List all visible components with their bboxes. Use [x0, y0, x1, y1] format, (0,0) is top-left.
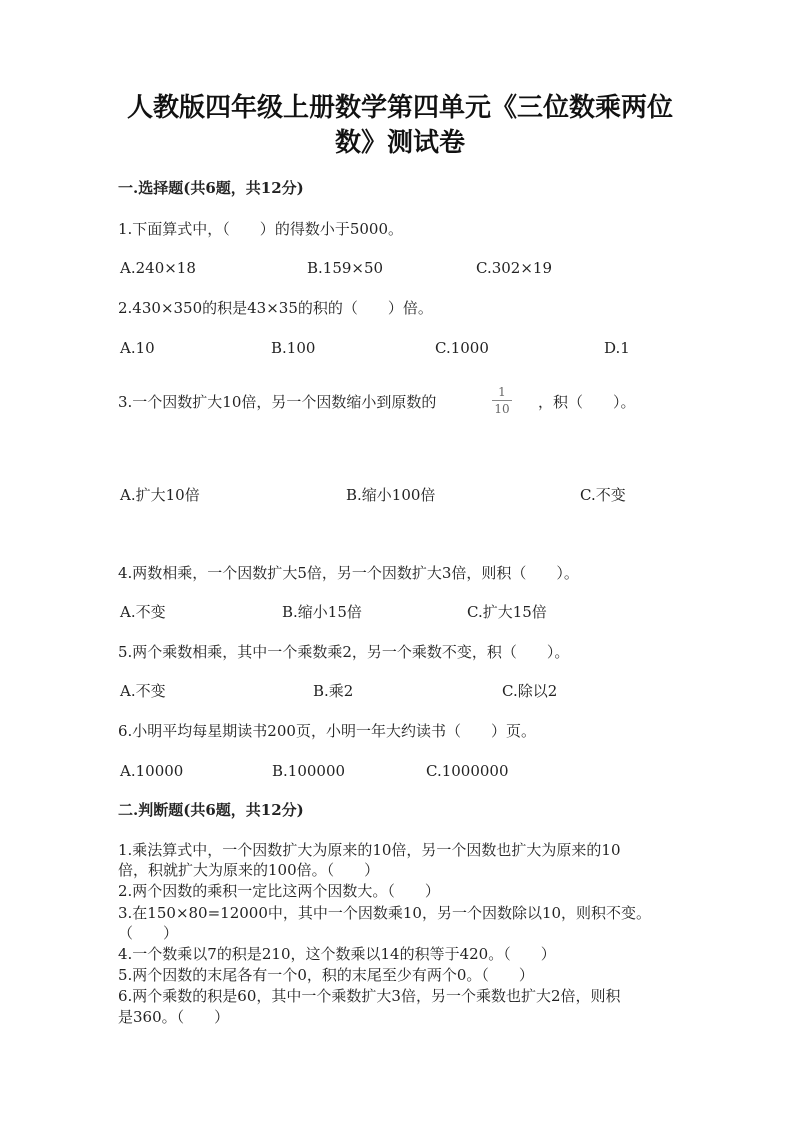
option-2b: B.100 [271, 339, 316, 357]
question-2: 2.430×350的积是43×35的积的（ ）倍。 [118, 299, 433, 317]
judge-line: 倍，积就扩大为原来的100倍。（ ） [118, 861, 380, 879]
question-4: 4.两数相乘，一个因数扩大5倍，另一个因数扩大3倍，则积（ ）。 [118, 564, 579, 582]
option-6b: B.100000 [272, 762, 346, 780]
doc-title-line2: 数》测试卷 [334, 128, 465, 158]
judge-line: 1.乘法算式中，一个因数扩大为原来的10倍，另一个因数也扩大为原来的10 [118, 841, 621, 859]
option-2a: A.10 [120, 339, 155, 357]
option-3b: B.缩小100倍 [346, 486, 436, 504]
judge-line: 3.在150×80=12000中，其中一个因数乘10，另一个因数除以10，则积不变。 [118, 904, 652, 922]
option-2c: C.1000 [435, 339, 489, 357]
option-5b: B.乘2 [313, 682, 354, 700]
question-6: 6.小明平均每星期读书200页，小明一年大约读书（ ）页。 [118, 722, 536, 740]
fraction-one-tenth [492, 385, 512, 416]
judge-line: 6.两个乘数的积是60，其中一个乘数扩大3倍，另一个乘数也扩大2倍，则积 [118, 987, 621, 1005]
option-3c: C.不变 [580, 486, 626, 504]
fraction-bar [492, 400, 512, 401]
option-4c: C.扩大15倍 [467, 603, 547, 621]
option-6c: C.1000000 [426, 762, 509, 780]
fraction-numerator: 1 [498, 385, 506, 399]
option-1a: A.240×18 [120, 259, 196, 277]
question-5: 5.两个乘数相乘，其中一个乘数乘2，另一个乘数不变，积（ ）。 [118, 643, 570, 661]
judge-line: 2.两个因数的乘积一定比这两个因数大。（ ） [118, 882, 440, 900]
question-3-tail: ，积（ ）。 [538, 393, 636, 411]
option-2d: D.1 [604, 339, 630, 357]
judge-line: 4.一个数乘以7的积是210，这个数乘以14的积等于420。（ ） [118, 945, 556, 963]
question-1: 1.下面算式中，（ ）的得数小于5000。 [118, 220, 403, 238]
section1-heading: 一.选择题(共6题，共12分) [118, 179, 304, 197]
option-5c: C.除以2 [502, 682, 558, 700]
section2-heading: 二.判断题(共6题，共12分) [118, 801, 304, 819]
option-3a: A.扩大10倍 [120, 486, 200, 504]
option-5a: A.不变 [120, 682, 166, 700]
option-6a: A.10000 [120, 762, 184, 780]
doc-title-line1: 人教版四年级上册数学第四单元《三位数乘两位 [126, 93, 673, 123]
judge-line: 5.两个因数的末尾各有一个0，积的末尾至少有两个0。（ ） [118, 966, 534, 984]
option-1b: B.159×50 [307, 259, 384, 277]
judge-line: 是360。（ ） [118, 1008, 230, 1026]
fraction-denominator: 10 [494, 402, 510, 416]
judge-line: （ ） [118, 924, 179, 942]
option-4b: B.缩小15倍 [282, 603, 362, 621]
option-1c: C.302×19 [476, 259, 552, 277]
question-3: 3.一个因数扩大10倍，另一个因数缩小到原数的 [118, 393, 437, 411]
option-4a: A.不变 [120, 603, 166, 621]
